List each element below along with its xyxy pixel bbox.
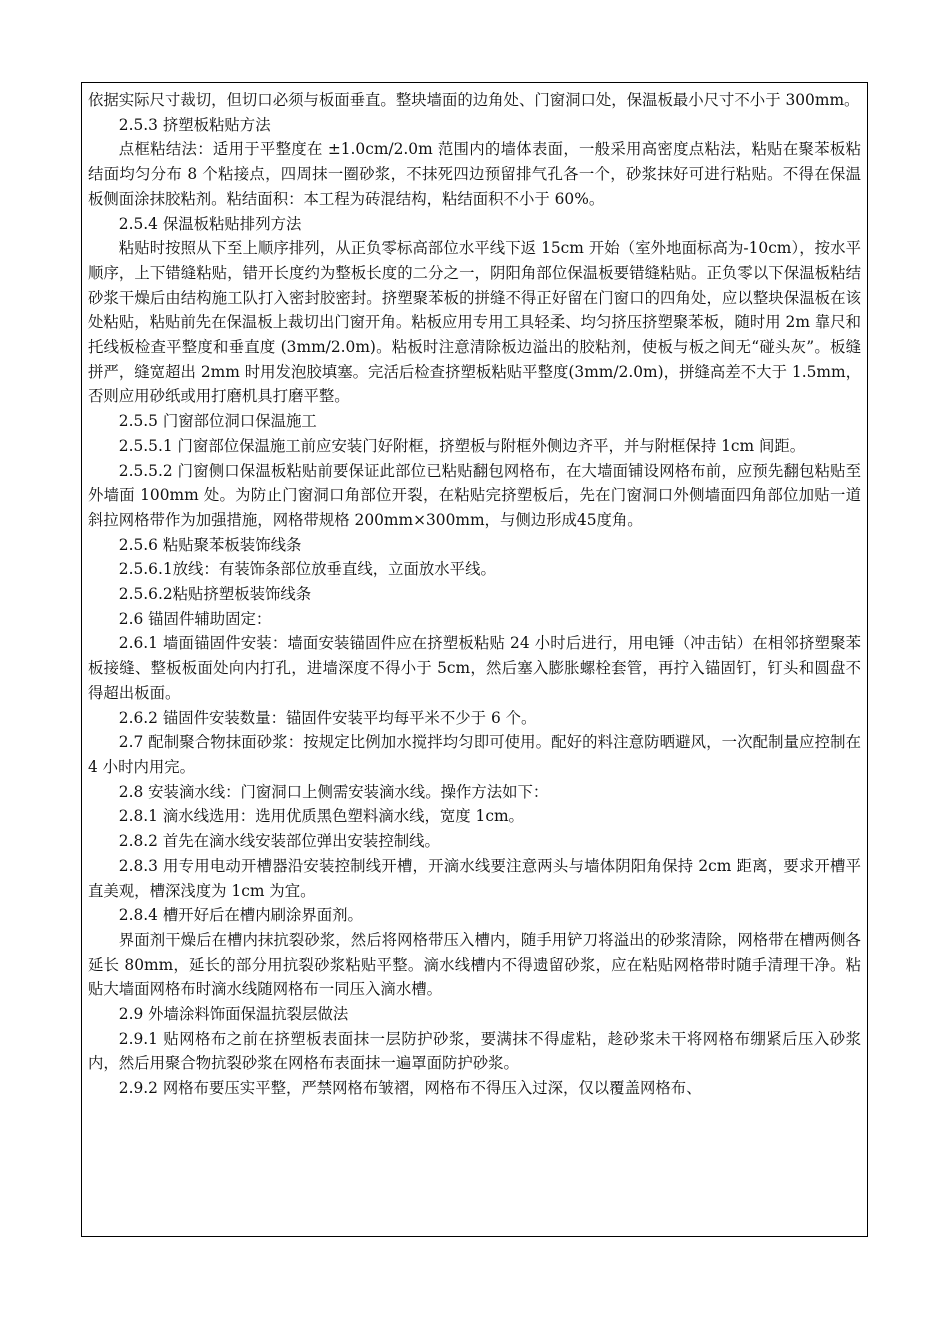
section-heading: 2.5.6 粘贴聚苯板装饰线条 [118, 535, 302, 554]
paragraph: 2.8.2 首先在滴水线安装部位弹出安装控制线。 [118, 832, 440, 851]
section-heading: 2.5.3 挤塑板粘贴方法 [118, 115, 271, 134]
paragraph: 2.8.4 槽开好后在槽内刷涂界面剂。 [118, 906, 363, 925]
section-heading: 2.8 安装滴水线：门窗洞口上侧需安装滴水线。操作方法如下： [118, 782, 549, 801]
section-heading: 2.5.4 保温板粘贴排列方法 [118, 214, 302, 233]
paragraph: 2.5.6.2粘贴挤塑板装饰线条 [118, 585, 312, 604]
section-heading: 2.6 锚固件辅助固定： [118, 609, 272, 628]
paragraph: 2.6.2 锚固件安装数量：锚固件安装平均每平米不少于 6 个。 [118, 708, 537, 727]
paragraph: 依据实际尺寸裁切，但切口必须与板面垂直。整块墙面的边角处、门窗洞口处，保温板最小尺寸不小于 300mm。 [88, 91, 860, 109]
section-heading: 2.9 外墙涂料饰面保温抗裂层做法 [118, 1005, 349, 1024]
paragraph: 2.6.1 墙面锚固件安装：墙面安装锚固件应在挤塑板粘贴 24 小时后进行，用电锤（冲击钻）在相邻挤塑聚苯板接缝、整板板面处向内打孔，进墙深度不得小于 5cm，然后塞入膨胀螺栓套管，再拧入锚固钉，钉头和圆盘不得超出板面。 [88, 634, 861, 702]
paragraph: 2.5.6.1放线：有装饰条部位放垂直线，立面放水平线。 [118, 560, 496, 579]
paragraph: 2.8.3 用专用电动开槽器沿安装控制线开槽，开滴水线要注意两头与墙体阴阳角保持 2cm 距离，要求开槽平直美观，槽深浅度为 1cm 为宜。 [88, 856, 861, 900]
document-body [88, 88, 861, 1101]
paragraph: 2.9.2 网格布要压实平整，严禁网格布皱褶，网格布不得压入过深，仅以覆盖网格布、 [118, 1079, 702, 1098]
paragraph: 2.8.1 滴水线选用：选用优质黑色塑料滴水线，宽度 1cm。 [118, 807, 524, 826]
section-heading: 2.5.5 门窗部位洞口保温施工 [118, 412, 317, 431]
paragraph: 界面剂干燥后在槽内抹抗裂砂浆，然后将网格带压入槽内，随手用铲刀将溢出的砂浆清除，网格带在槽两侧各延长 80mm，延长的部分用抗裂砂浆粘贴平整。滴水线槽内不得遗留砂浆，应在粘贴网格带时随手清理干净。粘贴大墙面网格布时滴水线随网格布一同压入滴水槽。 [88, 930, 861, 999]
paragraph: 2.5.5.2 门窗侧口保温板粘贴前要保证此部位已粘贴翻包网格布，在大墙面铺设网格布前，应预先翻包粘贴至外墙面 100mm 处。为防止门窗洞口角部位开裂，在粘贴完挤塑板后，先在门窗洞口外侧墙面四角部位加贴一道斜拉网格带作为加强措施，网格带规格 200mm×300mm，与侧边形成45度角。 [88, 461, 861, 529]
section-heading: 2.7 配制聚合物抹面砂浆：按规定比例加水搅拌均匀即可使用。配好的料注意防晒避风，一次配制量应控制在 4 小时内用完。 [88, 733, 861, 776]
paragraph: 2.5.5.1 门窗部位保温施工前应安装门好附框，挤塑板与附框外侧边齐平，并与附框保持 1cm 间距。 [118, 436, 806, 455]
paragraph: 粘贴时按照从下至上顺序排列，从正负零标高部位水平线下返 15cm 开始（室外地面标高为-10cm），按水平顺序，上下错缝粘贴，错开长度约为整板长度的二分之一，阴阳角部位保温板要错缝粘贴。正负零以下保温板粘结砂浆干燥后由结构施工队打入密封胶密封。挤塑聚苯板的拼缝不得正好留在门窗口的四角处，应以整块保温板在该处粘贴，粘贴前先在保温板上裁切出门窗开角。粘板应用专用工具轻柔、均匀挤压挤塑聚苯板，随时用 2m 靠尺和托线板检查平整度和垂直度 (3mm/2.0m)。粘板时注意清除板边溢出的胶粘剂，使板与板之间无“碰头灰”。板缝拼严，缝宽超出 2mm 时用发泡胶填塞。完活后检查挤塑板粘贴平整度(3mm/2.0m)，拼缝高差不大于 1.5mm，否则应用砂纸或用打磨机具打磨平整。 [88, 239, 861, 406]
paragraph: 点框粘结法：适用于平整度在 ±1.0cm/2.0m 范围内的墙体表面，一般采用高密度点粘法，粘贴在聚苯板粘结面均匀分布 8 个粘接点，四周抹一圈砂浆，不抹死四边预留排气孔各一个，砂浆抹好可进行粘贴。不得在保温板侧面涂抹胶粘剂。粘结面积：本工程为砖混结构，粘结面积不小于 60%。 [88, 140, 861, 208]
paragraph: 2.9.1 贴网格布之前在挤塑板表面抹一层防护砂浆，要满抹不得虚粘，趁砂浆未干将网格布绷紧后压入砂浆内，然后用聚合物抗裂砂浆在网格布表面抹一遍罩面防护砂浆。 [88, 1029, 861, 1073]
